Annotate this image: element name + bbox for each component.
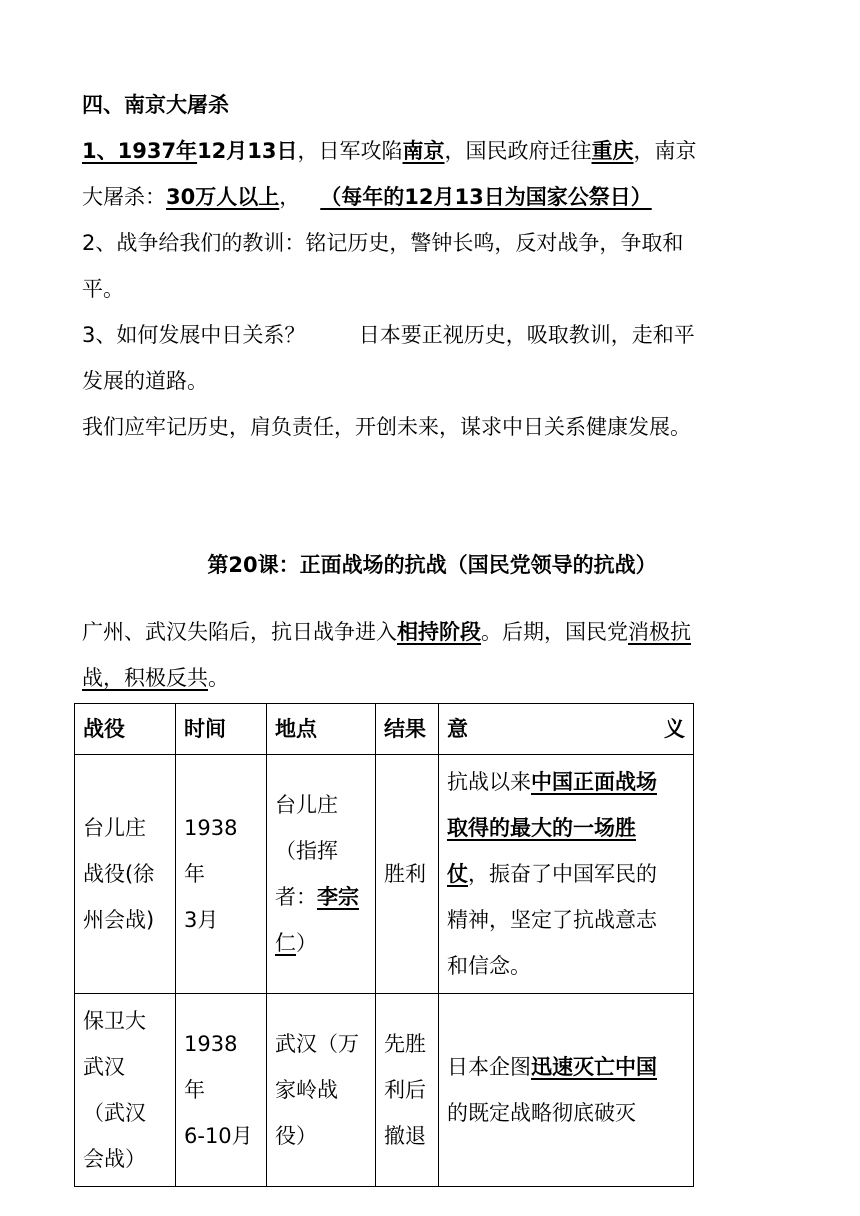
cell-line: 先胜 — [384, 1032, 426, 1056]
cell-line: 保卫大 — [83, 1009, 146, 1033]
chongqing-text: 重庆 — [591, 139, 634, 163]
lesson-intro-line-2 — [82, 655, 782, 701]
text-span: ，振奋了中国军民的 — [468, 862, 657, 886]
cell-line: 和信念。 — [447, 954, 531, 978]
cell-battle — [75, 994, 176, 1187]
cell-line — [447, 759, 685, 805]
cell-line: 台儿庄 — [83, 816, 146, 840]
cell-line: 武汉（万 — [275, 1032, 359, 1056]
cell-line: 的既定战略彻底破灭 — [447, 1101, 636, 1125]
emphasis-text: 迅速灭亡中国 — [531, 1055, 657, 1079]
memorial-day-text: （每年的12月13日为国家公祭日） — [320, 185, 652, 209]
cell-line: （武汉 — [83, 1101, 146, 1125]
header-result: 结果 — [376, 704, 439, 755]
text-span: ，国民政府迁往 — [444, 139, 592, 163]
paragraph-1-line-2 — [82, 174, 782, 220]
question-text: 3、如何发展中日关系？ — [82, 323, 306, 347]
cell-line: 家岭战 — [275, 1078, 338, 1102]
cell-place — [267, 994, 376, 1187]
anti-communist-text: 战，积极反共 — [82, 666, 208, 690]
paragraph-2-line-1: 2、战争给我们的教训：铭记历史，警钟长鸣，反对战争，争取和 — [82, 231, 684, 255]
cell-line: 台儿庄 — [275, 793, 338, 817]
document-page — [82, 82, 782, 1187]
cell-line: 3月 — [184, 908, 219, 932]
header-time: 时间 — [176, 704, 267, 755]
paragraph-4: 我们应牢记历史，肩负责任，开创未来，谋求中日关系健康发展。 — [82, 415, 691, 439]
cell-line: 役） — [275, 1124, 317, 1148]
death-toll-text: 30万人以上 — [166, 185, 280, 209]
cell-time — [176, 994, 267, 1187]
cell-line: 6-10月 — [184, 1124, 253, 1148]
stalemate-text: 相持阶段 — [397, 620, 481, 644]
cell-line: 利后 — [384, 1078, 426, 1102]
cell-line — [275, 920, 367, 966]
text-span: ） — [296, 931, 317, 955]
date-text: 12月13日 — [197, 139, 298, 163]
cell-place — [267, 755, 376, 994]
cell-line: （指挥 — [275, 839, 338, 863]
section-heading: 四、南京大屠杀 — [82, 93, 229, 117]
text-span: 广州、武汉失陷后，抗日战争进入 — [82, 620, 397, 644]
cell-line: 撤退 — [384, 1124, 426, 1148]
paragraph-2-line-2: 平。 — [82, 277, 124, 301]
text-span: 日本企图 — [447, 1055, 531, 1079]
table-row — [75, 994, 694, 1187]
header-battle: 战役 — [75, 704, 176, 755]
cell-line: 1938年 — [184, 816, 238, 886]
text-span: 。 — [208, 666, 229, 690]
commander-name: 李宗 — [317, 885, 359, 909]
cell-result — [376, 994, 439, 1187]
cell-line — [447, 1044, 685, 1090]
cell-meaning — [439, 994, 694, 1187]
paragraph-3-line-2: 发展的道路。 — [82, 369, 208, 393]
battles-table — [74, 703, 694, 1187]
emphasis-text: 仗 — [447, 862, 468, 886]
cell-meaning — [439, 755, 694, 994]
cell-line: 精神，坚定了抗战意志 — [447, 908, 657, 932]
lesson-title: 第20课：正面战场的抗战（国民党领导的抗战） — [207, 553, 657, 577]
cell-battle — [75, 755, 176, 994]
table-header-row — [75, 704, 694, 755]
cell-line: 取得的最大的一场胜 — [447, 816, 636, 840]
cell-time — [176, 755, 267, 994]
text-span: 大屠杀： — [82, 185, 166, 209]
emphasis-text: 中国正面战场 — [531, 770, 657, 794]
text-span: ， — [279, 185, 301, 209]
text-span: ，日军攻陷 — [297, 139, 403, 163]
cell-line: 武汉 — [83, 1055, 125, 1079]
cell-line — [275, 874, 367, 920]
passive-resistance-text: 消极抗 — [628, 620, 691, 644]
text-span: ，南京 — [633, 139, 697, 163]
cell-line: 1938年 — [184, 1032, 238, 1102]
text-span: 者： — [275, 885, 317, 909]
cell-line: 会战） — [83, 1147, 146, 1171]
cell-line — [447, 851, 685, 897]
header-meaning-b: 义 — [664, 717, 685, 741]
paragraph-3-line-1 — [82, 312, 782, 358]
text-span: 抗战以来 — [447, 770, 531, 794]
header-place: 地点 — [267, 704, 376, 755]
header-meaning-a: 意 — [447, 717, 468, 741]
table-row — [75, 755, 694, 994]
cell-result: 胜利 — [376, 755, 439, 994]
answer-text: 日本要正视历史，吸取教训，走和平 — [358, 323, 695, 347]
commander-name-end: 仁 — [275, 931, 296, 955]
nanjing-text: 南京 — [402, 139, 445, 163]
cell-line: 战役(徐 — [83, 862, 155, 886]
paragraph-1-line-1 — [82, 128, 782, 174]
text-span: 。后期，国民党 — [481, 620, 628, 644]
year-text: 1、1937年 — [82, 139, 198, 163]
cell-line: 州会战) — [83, 908, 155, 932]
lesson-intro-line-1 — [82, 609, 782, 655]
header-meaning — [439, 704, 694, 755]
